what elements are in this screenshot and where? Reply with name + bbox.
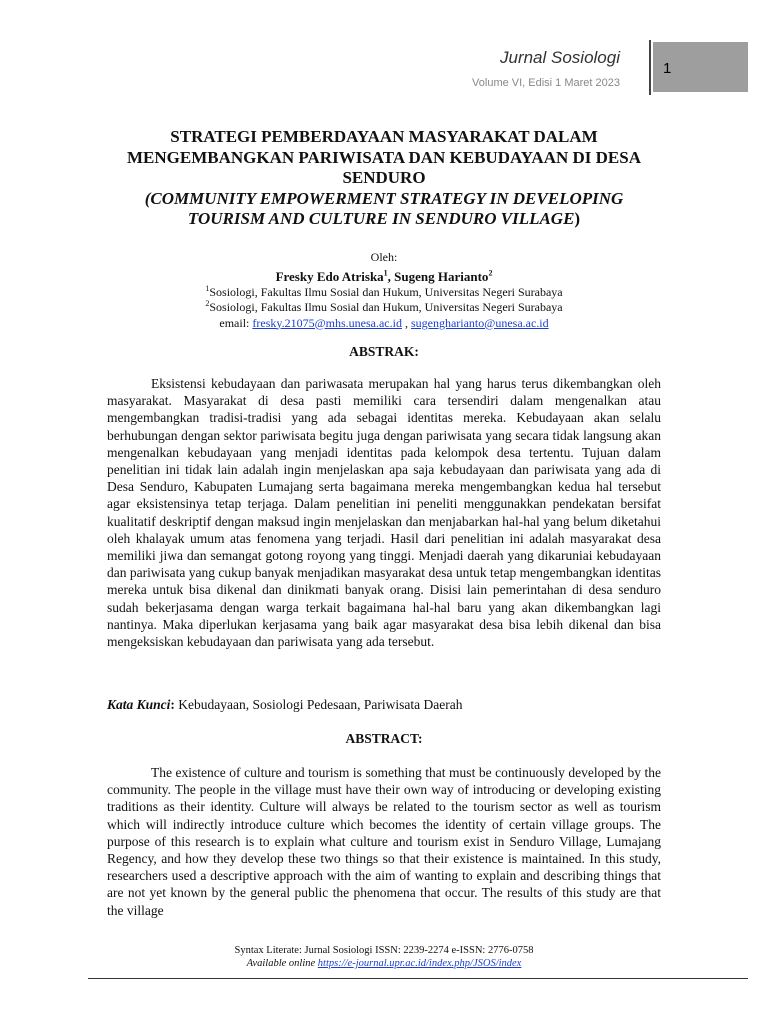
author-block <box>100 250 668 331</box>
journal-name: Jurnal Sosiologi <box>499 48 620 67</box>
footer-url-link[interactable]: https://e-journal.upr.ac.id/index.php/JSOS/index <box>317 958 522 969</box>
author-separator: , <box>387 268 395 284</box>
author-name: Sugeng Harianto <box>394 268 489 284</box>
title-en-text: COMMUNITY EMPOWERMENT STRATEGY IN DEVELOPING <box>150 188 624 208</box>
title-en-text: TOURISM AND CULTURE IN SENDURO VILLAGE <box>187 209 575 228</box>
title-block <box>100 127 668 230</box>
title-en-close-paren: ) <box>574 209 581 228</box>
page-number: 1 <box>663 60 672 77</box>
keywords-text: Kebudayaan, Sosiologi Pedesaan, Pariwisata Daerah <box>178 697 463 712</box>
title-en-open-paren: ( <box>144 188 151 208</box>
affiliation-superscript: 2 <box>205 299 210 308</box>
footer-rule <box>88 978 748 979</box>
footer-online <box>100 957 668 970</box>
title-en-line <box>100 189 668 210</box>
abstrak-heading: ABSTRAK: <box>349 344 419 359</box>
affiliation-superscript: 1 <box>205 283 210 293</box>
footer-issn: Syntax Literate: Jurnal Sosiologi ISSN: 2239-2274 e-ISSN: 2776-0758 <box>234 945 534 956</box>
title-id-line: STRATEGI PEMBERDAYAAN MASYARAKAT DALAM <box>170 127 598 146</box>
abstract-paragraph: The existence of culture and tourism is something that must be continuously developed by the community. The people in the village must have their own way of introducing or developing existing traditions as their identity. Culture will always be related to the tourism sector as well as tourism which will indirectly introduce culture which becomes the identity of certain village groups. The purpose of this research is to explain what culture and tourism exist in Senduro Village, Lumajang Regency, and how they develop these two things so that their existence is maintained. In this study, researchers used a descriptive approach with the aim of wanting to explain and describing things that are not yet known by the general public the phenomena that occur. The results of this study are that the village <box>107 765 661 918</box>
email-separator: , <box>401 315 411 330</box>
affiliation-text: Sosiologi, Fakultas Ilmu Sosial dan Hukum, Universitas Negeri Surabaya <box>209 300 563 314</box>
email-link[interactable]: sugengharianto@unesa.ac.id <box>410 315 549 330</box>
affiliation-text: Sosiologi, Fakultas Ilmu Sosial dan Hukum, Universitas Negeri Surabaya <box>209 284 563 299</box>
email-label: email: <box>219 315 253 330</box>
author-superscript: 2 <box>488 268 493 278</box>
title-id-line: MENGEMBANGKAN PARIWISATA DAN KEBUDAYAAN DI DESA <box>127 147 641 167</box>
email-link[interactable]: fresky.21075@mhs.unesa.ac.id <box>252 315 402 330</box>
keywords-line <box>107 697 661 713</box>
author-names <box>100 268 668 285</box>
footer-online-label: Available online <box>246 958 318 969</box>
author-superscript: 1 <box>383 268 388 278</box>
author-name: Fresky Edo Atriska <box>275 268 384 284</box>
header-divider <box>649 40 651 95</box>
abstract-heading: ABSTRACT: <box>345 731 423 746</box>
footer <box>100 944 668 970</box>
keywords-colon: : <box>170 697 179 712</box>
journal-volume: Volume VI, Edisi 1 Maret 2023 <box>472 77 620 89</box>
title-id-line: SENDURO <box>342 168 426 187</box>
title-en-line <box>100 209 668 230</box>
abstrak-paragraph: Eksistensi kebudayaan dan pariwasata merupakan hal yang harus terus dikembangkan oleh masyarakat. Masyarakat di desa pasti memiliki cara tersendiri dalam mengenalkan atau mengembangkan tradisi-tradisi yang ada sebagai identitas mereka. Kebudayaan akan selalu berhubungan dengan sektor pariwisata begitu juga dengan pariwisata yang secara tidak langsung akan mengenalkan kebudayaan yang menjadi identitas pada kelompok desa tertentu. Tujuan dalam penelitian ini tidak lain adalah ingin menjelaskan apa saja kebudayaan dan pariwisata yang ada di Desa Senduro, Kabupaten Lumajang serta bagaimana mereka mengembangkan kedua hal tersebut agar eksistensinya tetap terjaga. Dalam penelitian ini peneliti menggunakkan pendekatan bersifat kualitatif deskriptif dengan maksud ingin menjelaskan dan menjabarkan hal-hal yang belum diketahui oleh khalayak umum atas fenomena yang terjadi. Hasil dari penelitian ini adalah masyarakat desa memiliki jiwa dan semangat gotong royong yang tinggi. Menjadi daerah yang dikaruniai kebudayaan dan pariwisata yang cukup banyak menjadikan masyarakat desa untuk tetap mengembangkan identitas mereka untuk bisa dikenal dan dinikmati banyak orang. Disisi lain pemerintahan di desa senduro sudah bekerjasama dengan warga terkait bagaimana hal-hal baru yang akan dikembangkan lagi nantinya. Maka diperlukan kerjasama yang baik agar masyarakat desa bisa lebih dikenal dan bisa mengeksiskan kebudayaan dan pariwisata yang ada tersebut. <box>107 376 661 650</box>
affiliation <box>100 300 668 316</box>
keywords-label: Kata Kunci <box>107 697 171 712</box>
oleh-label: Oleh: <box>370 250 398 264</box>
page-number-box <box>653 42 748 92</box>
email-line <box>100 316 668 332</box>
affiliation <box>100 285 668 301</box>
